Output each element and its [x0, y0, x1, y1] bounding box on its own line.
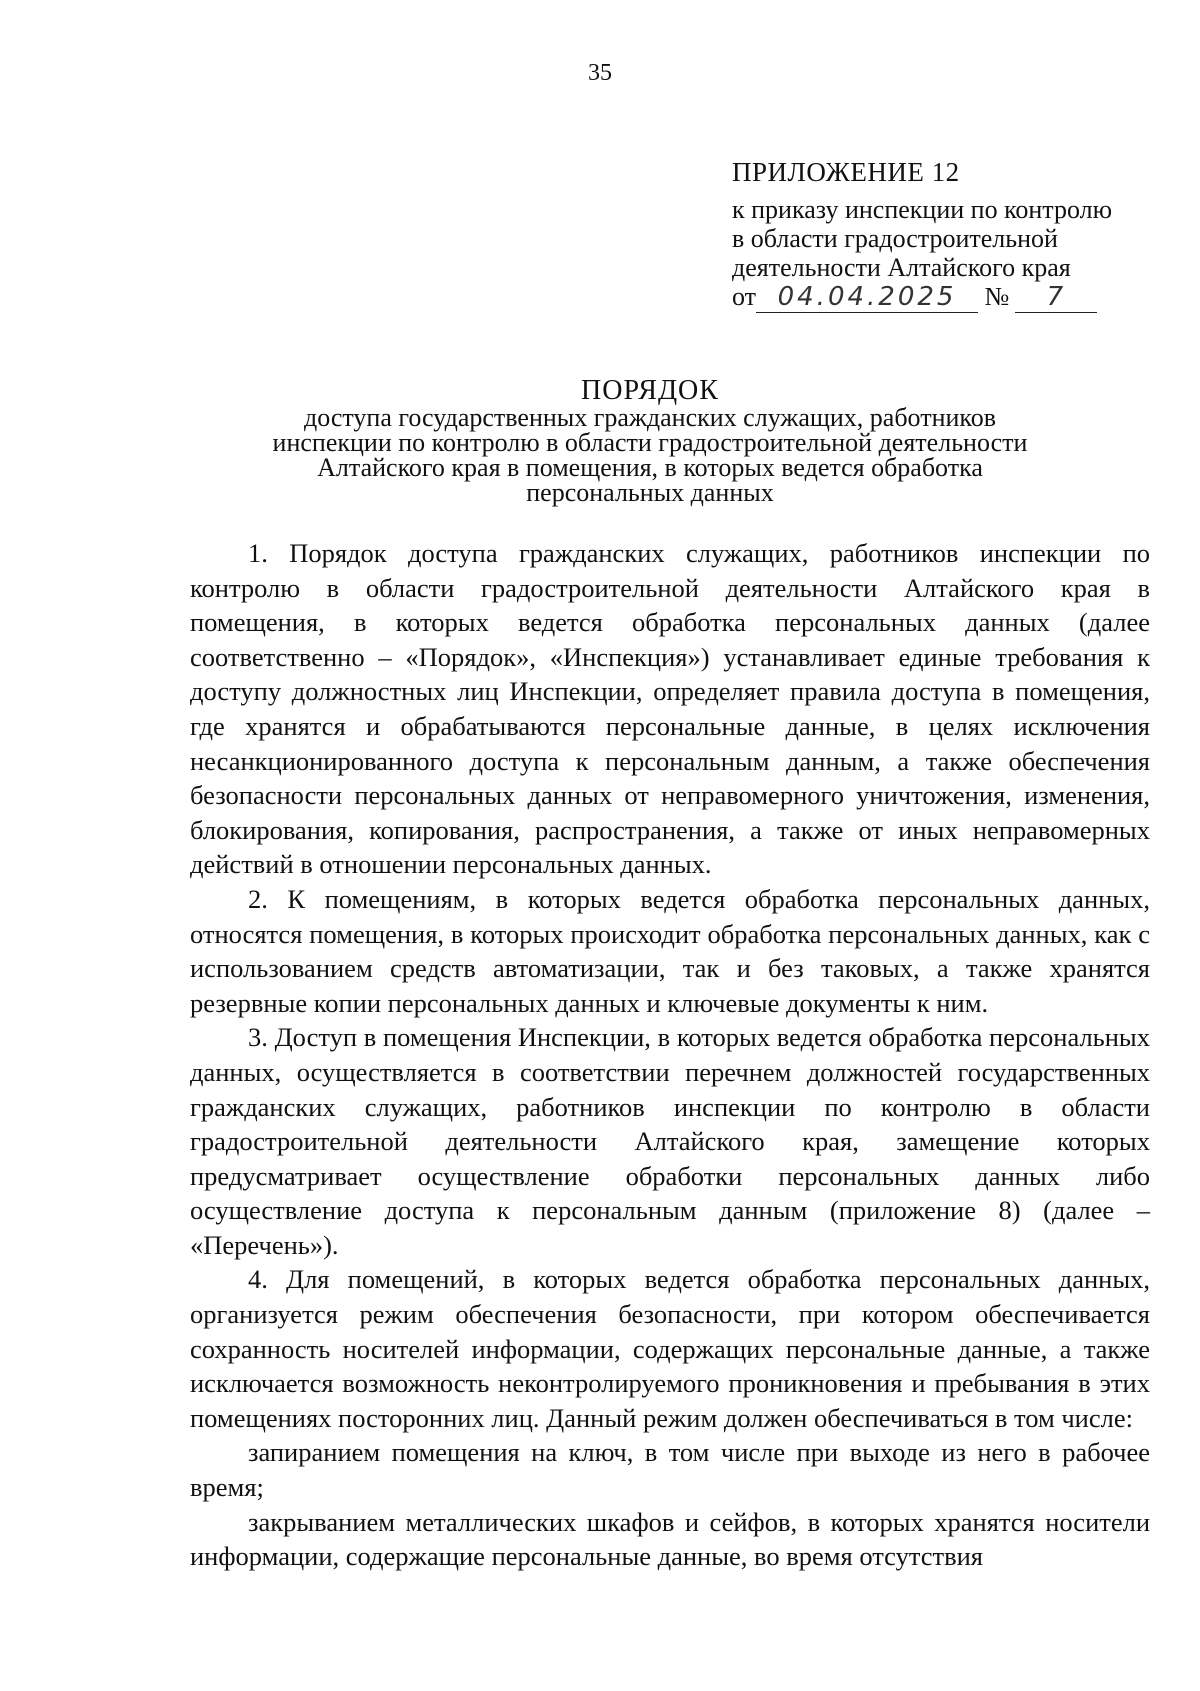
- appendix-line-3: деятельности Алтайского края: [732, 253, 1071, 282]
- number-sign: №: [984, 282, 1010, 311]
- document-heading: [150, 375, 1150, 507]
- appendix-line-1: к приказу инспекции по контролю: [732, 195, 1113, 224]
- appendix-date-row: [732, 282, 1172, 313]
- handwritten-date: 04.04.2025: [756, 283, 978, 313]
- appendix-line-2: в области градостроительной: [732, 224, 1058, 253]
- document-subtitle-line-2: инспекции по контролю в области градостроительной деятельности: [272, 428, 1028, 457]
- paragraph-4-item-2: закрыванием металлических шкафов и сейфов, в которых хранятся носители информации, содержащие персональные данные, во время отсутствия: [190, 1506, 1150, 1572]
- paragraph-3: 3. Доступ в помещения Инспекции, в которых ведется обработка персональных данных, осуществляется в соответствии перечнем должностей государственных гражданских служащих, работников инспекции по контролю в области градостроительной деятельности Алтайского края, замещение которых предусматривает осуществление обработки персональных данных либо осуществление доступа к персональным данным (приложение 8) (далее – «Перечень»).: [190, 1022, 1150, 1260]
- document-subtitle-line-3: Алтайского края в помещения, в которых ведется обработка: [317, 453, 983, 482]
- paragraph-4: 4. Для помещений, в которых ведется обработка персональных данных, организуется режим обеспечения безопасности, при котором обеспечивается сохранность носителей информации, содержащих персональные данные, а также исключается возможность неконтролируемого проникновения и пребывания в этих помещениях посторонних лиц. Данный режим должен обеспечиваться в том числе:: [190, 1264, 1150, 1433]
- paragraph-2: 2. К помещениям, в которых ведется обработка персональных данных, относятся помещения, в которых происходит обработка персональных данных, как с использованием средств автоматизации, так и без таковых, а также хранятся резервные копии персональных данных и ключевые документы к ним.: [190, 883, 1150, 1018]
- document-subtitle-line-4: персональных данных: [526, 478, 774, 507]
- paragraph-1: 1. Порядок доступа гражданских служащих, работников инспекции по контролю в области градостроительной деятельности Алтайского края в помещения, в которых ведется обработка персональных данных (далее соответственно – «Порядок», «Инспекция») устанавливает единые требования к доступу должностных лиц Инспекции, определяет правила доступа в помещения, где хранятся и обрабатываются персональные данные, в целях исключения несанкционированного доступа к персональным данным, а также обеспечения безопасности персональных данных от неправомерного уничтожения, изменения, блокирования, копирования, распространения, а также от иных неправомерных действий в отношении персональных данных.: [190, 538, 1150, 880]
- date-prefix: от: [732, 282, 757, 311]
- handwritten-number: 7: [1015, 283, 1097, 313]
- paragraph-4-item-1: запиранием помещения на ключ, в том числе при выходе из него в рабочее время;: [190, 1437, 1150, 1503]
- document-body: [190, 536, 1150, 1574]
- page-number: 35: [588, 60, 612, 86]
- document-title: ПОРЯДОК: [581, 375, 719, 406]
- appendix-title: ПРИЛОЖЕНИЕ 12: [732, 157, 960, 187]
- appendix-block: [732, 158, 1172, 313]
- document-subtitle-line-1: доступа государственных гражданских служащих, работников: [304, 403, 996, 432]
